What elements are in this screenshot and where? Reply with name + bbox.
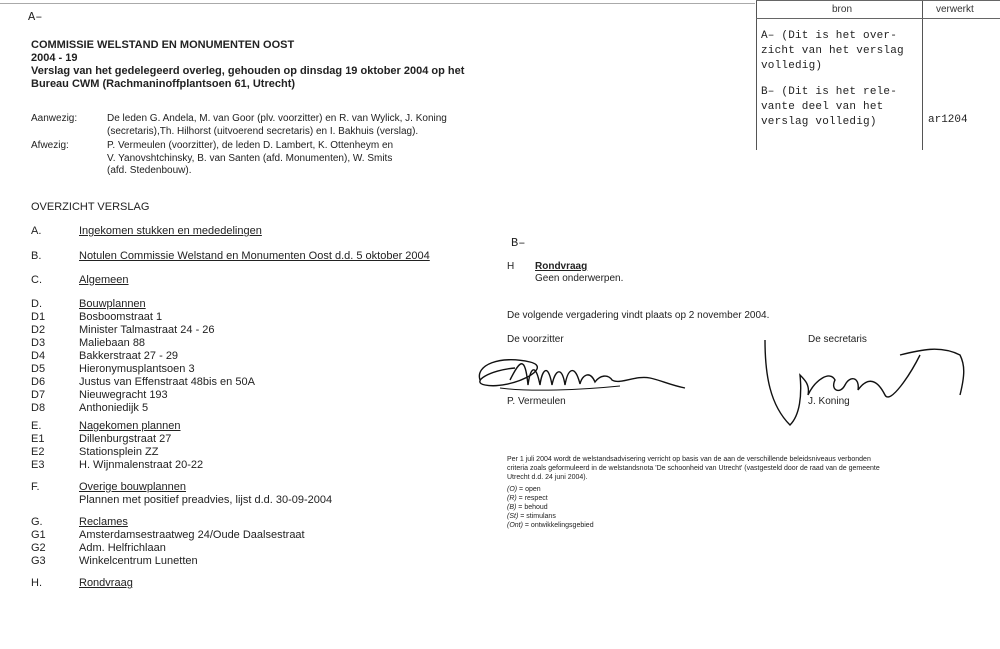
- attendance-block: [31, 113, 531, 183]
- item-text: Justus van Effenstraat 48bis en 50A: [79, 376, 255, 388]
- overzicht-item: [31, 225, 491, 238]
- heading-line: Verslag van het gedelegeerd overleg, gehouden op dinsdag 19 oktober 2004 op het: [31, 65, 465, 77]
- item-text: Nagekomen plannen: [79, 420, 181, 432]
- overzicht-item: [31, 337, 491, 350]
- item-code: D.: [31, 298, 42, 310]
- bron-b-line: B– (Dit is het rele-: [761, 86, 898, 98]
- overzicht-item: [31, 311, 491, 324]
- secretaris-signature: [760, 335, 980, 430]
- afwezig-label: Afwezig:: [31, 140, 69, 151]
- overzicht-item: [31, 376, 491, 389]
- overzicht-item: [31, 250, 491, 263]
- item-code: D7: [31, 389, 46, 401]
- item-code: B.: [31, 250, 42, 262]
- aanwezig-line: (secretaris),Th. Hilhorst (uitvoerend secretaris) en I. Bakhuis (verslag).: [107, 125, 419, 137]
- overzicht-item: [31, 274, 491, 287]
- item-text: Rondvraag: [79, 577, 133, 589]
- aanwezig-line: De leden G. Andela, M. van Goor (plv. voorzitter) en R. van Wylick, J. Koning: [107, 113, 447, 124]
- bron-b-line: vante deel van het: [761, 101, 884, 113]
- overzicht-item: [31, 350, 491, 363]
- column-header-bron: bron: [832, 4, 853, 15]
- item-text: Overige bouwplannen: [79, 481, 187, 493]
- overzicht-item: [31, 324, 491, 337]
- item-code: G2: [31, 542, 46, 554]
- document-heading: [31, 39, 471, 91]
- item-text: Bouwplannen: [79, 298, 146, 310]
- bron-a-line: zicht van het verslag: [761, 45, 904, 57]
- item-text: Ingekomen stukken en mededelingen: [79, 225, 262, 237]
- footnote-line: criteria zoals geformuleerd in de welstandsnota 'De schoonheid van Utrecht' (vastgesteld door de raad van de gemeente: [507, 465, 880, 472]
- item-text: Bakkerstraat 27 - 29: [79, 350, 179, 362]
- item-code: D3: [31, 337, 46, 349]
- item-code: A.: [31, 225, 42, 237]
- item-code: H.: [31, 577, 42, 589]
- column-header-verwerkt: verwerkt: [936, 4, 974, 15]
- item-code: D6: [31, 376, 46, 388]
- item-code: G.: [31, 516, 43, 528]
- secretaris-label: De secretaris: [808, 334, 867, 345]
- table-border: [756, 0, 757, 150]
- legend-text: = respect: [516, 495, 548, 502]
- overzicht-item: [31, 516, 491, 529]
- voorzitter-signature: [470, 340, 690, 410]
- rondvraag-title: Rondvraag: [535, 261, 588, 272]
- legend-code: (Ont): [507, 522, 523, 529]
- welstand-legend: [507, 485, 594, 530]
- item-text: Maliebaan 88: [79, 337, 146, 349]
- overzicht-item: [31, 494, 491, 507]
- overzicht-item: [31, 577, 491, 590]
- item-text: Bosboomstraat 1: [79, 311, 163, 323]
- item-code: D5: [31, 363, 46, 375]
- bron-a-line: A– (Dit is het over-: [761, 30, 898, 42]
- item-text: Plannen met positief preadvies, lijst d.d. 30-09-2004: [79, 494, 333, 506]
- heading-line: 2004 - 19: [31, 52, 78, 64]
- heading-line: Bureau CWM (Rachmaninoffplantsoen 61, Utrecht): [31, 78, 296, 90]
- afwezig-line: V. Yanovshtchinsky, B. van Santen (afd. Monumenten), W. Smits: [107, 152, 393, 164]
- bron-b-line: verslag volledig): [761, 116, 877, 128]
- heading-line: COMMISSIE WELSTAND EN MONUMENTEN OOST: [31, 39, 295, 51]
- item-text: Anthoniedijk 5: [79, 402, 149, 414]
- item-text: Dillenburgstraat 27: [79, 433, 172, 445]
- footnote-text: [507, 455, 967, 482]
- item-code: D1: [31, 311, 46, 323]
- overzicht-item: [31, 555, 491, 568]
- item-code: D4: [31, 350, 46, 362]
- legend-row: [507, 503, 594, 512]
- table-header-rule: [756, 18, 1000, 19]
- item-code: G1: [31, 529, 46, 541]
- legend-row: [507, 485, 594, 494]
- overzicht-item: [31, 402, 491, 415]
- item-text: Minister Talmastraat 24 - 26: [79, 324, 215, 336]
- table-top-rule: [756, 0, 1000, 1]
- overzicht-item: [31, 389, 491, 402]
- item-text: Notulen Commissie Welstand en Monumenten Oost d.d. 5 oktober 2004: [79, 250, 430, 262]
- voorzitter-name: P. Vermeulen: [507, 396, 566, 407]
- afwezig-line: (afd. Stedenbouw).: [107, 165, 192, 176]
- item-code: E1: [31, 433, 45, 445]
- overzicht-item: [31, 298, 491, 311]
- item-text: Adm. Helfrichlaan: [79, 542, 166, 554]
- item-text: Nieuwegracht 193: [79, 389, 168, 401]
- legend-row: [507, 494, 594, 503]
- legend-text: = open: [517, 486, 541, 493]
- item-text: Hieronymusplantsoen 3: [79, 363, 195, 375]
- voorzitter-label: De voorzitter: [507, 334, 564, 345]
- rondvraag-text: Geen onderwerpen.: [535, 273, 624, 284]
- item-code: E2: [31, 446, 45, 458]
- overzicht-item: [31, 529, 491, 542]
- top-rule: [0, 3, 755, 4]
- item-text: H. Wijnmalenstraat 20-22: [79, 459, 204, 471]
- overzicht-item: [31, 433, 491, 446]
- secretaris-name: J. Koning: [808, 396, 850, 407]
- legend-code: (O): [507, 486, 518, 493]
- legend-row: [507, 521, 594, 530]
- item-code: F.: [31, 481, 40, 493]
- item-code: E3: [31, 459, 45, 471]
- item-text: Algemeen: [79, 274, 129, 286]
- footnote-line: Per 1 juli 2004 wordt de welstandsadvisering verricht op basis van de aan de verschillende beleidsniveaus verbonden: [507, 456, 871, 463]
- overzicht-item: [31, 363, 491, 376]
- item-code: C.: [31, 274, 42, 286]
- next-meeting-text: De volgende vergadering vindt plaats op 2 november 2004.: [507, 310, 770, 321]
- footnote-line: Utrecht d.d. 24 juni 2004).: [507, 474, 588, 481]
- legend-text: = behoud: [516, 504, 548, 511]
- verwerkt-value: ar1204: [928, 114, 968, 126]
- rondvraag-code: H: [507, 261, 515, 272]
- afwezig-line: P. Vermeulen (voorzitter), de leden D. Lambert, K. Ottenheym en: [107, 140, 394, 151]
- item-text: Amsterdamsestraatweg 24/Oude Daalsestraat: [79, 529, 305, 541]
- legend-text: = stimulans: [518, 513, 556, 520]
- item-text: Winkelcentrum Lunetten: [79, 555, 198, 567]
- aanwezig-label: Aanwezig:: [31, 113, 78, 124]
- item-code: D2: [31, 324, 46, 336]
- item-code: D8: [31, 402, 46, 414]
- item-code: G3: [31, 555, 46, 567]
- overzicht-item: [31, 446, 491, 459]
- section-a-marker: A–: [28, 10, 43, 24]
- item-text: Reclames: [79, 516, 128, 528]
- overzicht-item: [31, 542, 491, 555]
- overzicht-title: OVERZICHT VERSLAG: [31, 201, 150, 213]
- legend-code: (R): [507, 495, 517, 502]
- legend-text: = ontwikkelingsgebied: [522, 522, 594, 529]
- legend-code: (St): [507, 513, 519, 520]
- bron-entry-b: [761, 85, 927, 130]
- legend-code: (B): [507, 504, 517, 511]
- legend-row: [507, 512, 594, 521]
- bron-entry-a: [761, 29, 927, 74]
- section-b-marker: B–: [511, 236, 526, 250]
- overzicht-item: [31, 459, 491, 472]
- bron-a-line: volledig): [761, 60, 823, 72]
- overzicht-item: [31, 420, 491, 433]
- overzicht-item: [31, 481, 491, 494]
- item-code: E.: [31, 420, 42, 432]
- item-text: Stationsplein ZZ: [79, 446, 159, 458]
